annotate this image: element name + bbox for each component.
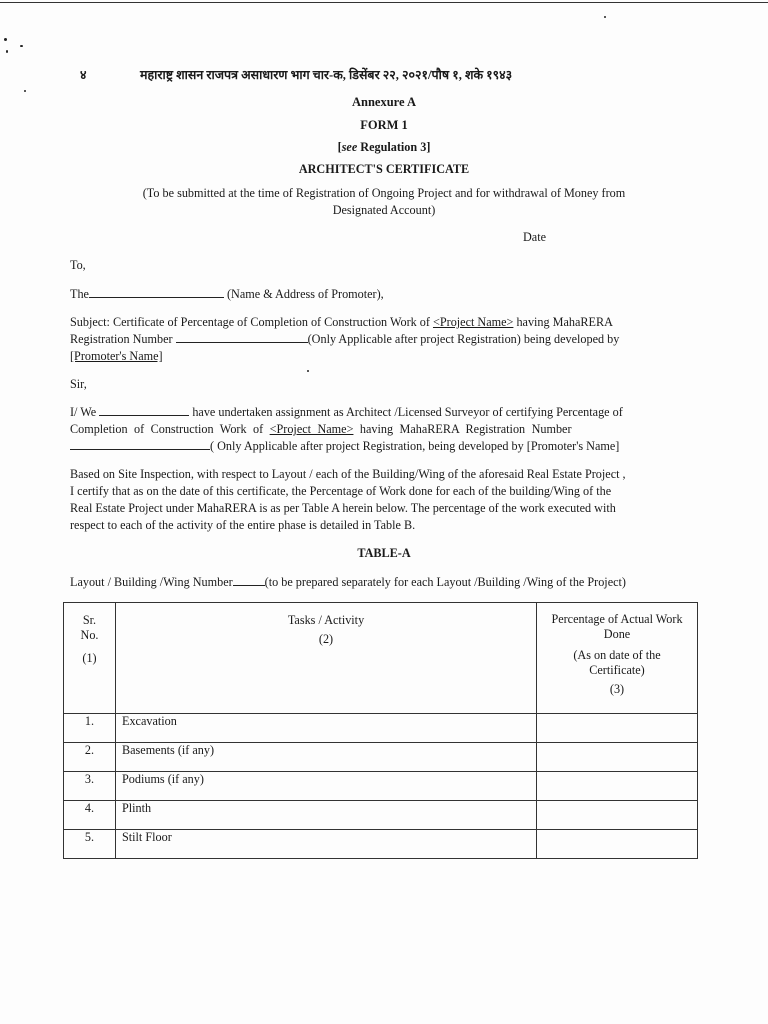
- certificate-title: ARCHITECT'S CERTIFICATE: [298, 162, 470, 176]
- row-task: Excavation: [116, 714, 537, 743]
- row-percentage-cell[interactable]: [537, 772, 698, 801]
- table-header-row: [64, 603, 698, 714]
- promoter-line: [70, 287, 384, 302]
- subtitle-line-2: Designated Account): [332, 203, 436, 217]
- sr-label: Sr.: [82, 613, 97, 627]
- col3-number: (3): [609, 682, 625, 696]
- scan-speck: [4, 38, 7, 41]
- header-percentage: [537, 603, 698, 714]
- row-sr: 3.: [64, 772, 116, 801]
- undertaking-line-3: [70, 439, 619, 454]
- row-percentage-cell[interactable]: [537, 830, 698, 859]
- col1-number: (1): [82, 651, 97, 665]
- wing-number-blank: [233, 585, 265, 586]
- regulation-text: Regulation 3]: [360, 140, 431, 154]
- date-label: Date: [523, 230, 547, 244]
- row-percentage-cell[interactable]: [537, 714, 698, 743]
- undertaking-line-1: [70, 405, 623, 420]
- regulation-bracket: [: [337, 140, 342, 154]
- subject-line-1: [70, 315, 613, 330]
- row-task: Stilt Floor: [116, 830, 537, 859]
- subtitle-line-1: (To be submitted at the time of Registration of Ongoing Project and for withdrawal of Money from: [142, 186, 626, 200]
- layout-line: [70, 575, 626, 590]
- certificate-label: Certificate): [589, 663, 645, 677]
- table-row: [64, 714, 698, 743]
- undertaking-text-a: have undertaken assignment as Architect /Licensed Surveyor of certifying Percentage of: [192, 405, 623, 419]
- registration-number-blank: [70, 449, 210, 450]
- row-sr: 5.: [64, 830, 116, 859]
- row-task: Basements (if any): [116, 743, 537, 772]
- layout-note: (to be prepared separately for each Layout /Building /Wing of the Project): [264, 575, 626, 589]
- row-task: Podiums (if any): [116, 772, 537, 801]
- inspection-line-4: respect to each of the activity of the entire phase is detailed in Table B.: [70, 518, 416, 532]
- header-sr-no: [64, 603, 116, 714]
- subject-text-a: Subject: Certificate of Percentage of Completion of Construction Work of: [70, 315, 430, 329]
- no-label: No.: [80, 628, 99, 642]
- row-task: Plinth: [116, 801, 537, 830]
- gazette-line: महाराष्ट्र शासन राजपत्र असाधारण भाग चार-क, डिसेंबर २२, २०२१/पौष १, शके १९४३: [140, 68, 513, 82]
- to-label: To,: [70, 258, 86, 272]
- done-label: Done: [603, 627, 631, 641]
- scan-speck: [307, 370, 309, 372]
- percentage-label: Percentage of Actual Work: [551, 612, 683, 626]
- undertaking-text-b: Completion of Construction Work of: [70, 422, 264, 436]
- subject-text-b: having MahaRERA: [516, 315, 613, 329]
- registration-blank: [176, 342, 308, 343]
- undertaking-project-name: <Project Name>: [269, 422, 354, 436]
- annexure-title: Annexure A: [351, 95, 416, 109]
- scan-speck: [20, 45, 23, 47]
- row-sr: 1.: [64, 714, 116, 743]
- regulation-ref: [0, 140, 768, 155]
- scan-speck: [24, 90, 26, 92]
- promoter-suffix: (Name & Address of Promoter),: [227, 287, 384, 301]
- inspection-line-3: Real Estate Project under MahaRERA is as per Table A herein below. The percentage of the work executed with: [70, 501, 616, 515]
- undertaking-we: I/ We: [70, 405, 97, 419]
- subject-line-2: [70, 332, 619, 347]
- table-row: [64, 801, 698, 830]
- scan-speck: [604, 16, 606, 18]
- inspection-line-2: I certify that as on the date of this certificate, the Percentage of Work done for each of the building/Wing of the: [70, 484, 612, 498]
- architect-name-blank: [99, 415, 189, 416]
- registration-label: Registration Number: [70, 332, 173, 346]
- as-on-date-label: (As on date of the: [573, 648, 661, 662]
- regulation-see: see: [341, 140, 358, 154]
- row-sr: 4.: [64, 801, 116, 830]
- page-number: ४: [80, 68, 87, 82]
- undertaking-text-d: ( Only Applicable after project Registration, being developed by [Promoter's Name]: [210, 439, 620, 453]
- scan-border-line: [0, 2, 768, 3]
- form-title: FORM 1: [360, 118, 408, 132]
- task-label: Tasks / Activity: [287, 613, 365, 627]
- salutation: Sir,: [70, 377, 87, 391]
- table-a: [63, 602, 698, 859]
- the-prefix: The: [70, 287, 89, 301]
- undertaking-text-c: having MahaRERA Registration Number: [359, 422, 572, 436]
- col2-number: (2): [318, 632, 334, 646]
- header-task: [116, 603, 537, 714]
- row-percentage-cell[interactable]: [537, 801, 698, 830]
- row-percentage-cell[interactable]: [537, 743, 698, 772]
- table-a-heading: TABLE-A: [357, 546, 411, 560]
- promoter-blank: [89, 297, 224, 298]
- inspection-line-1: Based on Site Inspection, with respect to Layout / each of the Building/Wing of the aforesaid Real Estate Project ,: [70, 467, 626, 481]
- subject-project-name: <Project Name>: [432, 315, 514, 329]
- layout-label: Layout / Building /Wing Number: [70, 575, 233, 589]
- table-row: [64, 830, 698, 859]
- scan-speck: [6, 50, 8, 53]
- table-row: [64, 743, 698, 772]
- registration-note: (Only Applicable after project Registration) being developed by: [307, 332, 620, 346]
- subject-promoter-name: [Promoter's Name]: [70, 349, 163, 363]
- row-sr: 2.: [64, 743, 116, 772]
- undertaking-line-2: [70, 422, 572, 437]
- table-row: [64, 772, 698, 801]
